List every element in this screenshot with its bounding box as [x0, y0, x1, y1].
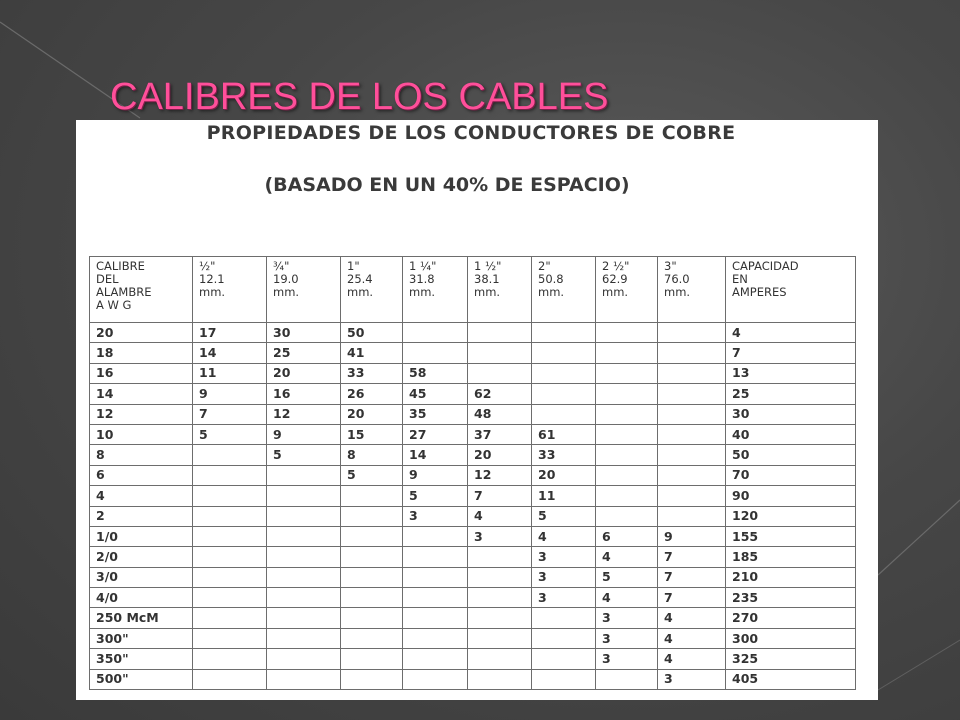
table-cell-count: [468, 649, 532, 669]
table-cell-calibre: 6: [90, 465, 193, 485]
table-cell-calibre: 8: [90, 445, 193, 465]
table-row: [90, 628, 856, 648]
table-row: [90, 363, 856, 383]
table-cell-count: 14: [403, 445, 468, 465]
conductor-table: [89, 256, 856, 690]
table-row: [90, 384, 856, 404]
table-cell-count: [403, 588, 468, 608]
document-subheading-text: (BASADO EN UN 40% DE ESPACIO): [264, 174, 630, 196]
table-cell-count: [468, 363, 532, 383]
table-cell-calibre: 4: [90, 486, 193, 506]
column-header-capacidad: CAPACIDAD EN AMPERES: [726, 257, 856, 323]
table-cell-count: 3: [468, 526, 532, 546]
table-cell-count: 3: [532, 588, 596, 608]
table-cell-count: [468, 567, 532, 587]
table-cell-count: [193, 669, 267, 689]
table-cell-count: 3: [658, 669, 726, 689]
table-row: [90, 404, 856, 424]
table-cell-count: [403, 343, 468, 363]
table-cell-count: 7: [468, 486, 532, 506]
table-cell-count: 5: [267, 445, 341, 465]
table-cell-count: [193, 526, 267, 546]
table-row: [90, 486, 856, 506]
column-header-conduit: 1" 25.4 mm.: [341, 257, 403, 323]
table-cell-count: [341, 567, 403, 587]
table-cell-count: 5: [403, 486, 468, 506]
column-header-conduit: 1 ¼" 31.8 mm.: [403, 257, 468, 323]
table-cell-count: [468, 343, 532, 363]
column-header-conduit: ½" 12.1 mm.: [193, 257, 267, 323]
table-cell-calibre: 4/0: [90, 588, 193, 608]
table-cell-count: [193, 588, 267, 608]
table-cell-count: 20: [532, 465, 596, 485]
table-cell-count: [596, 384, 658, 404]
table-cell-count: 30: [267, 323, 341, 343]
table-cell-count: 15: [341, 424, 403, 444]
column-header-calibre: CALIBRE DEL ALAMBRE A W G: [90, 257, 193, 323]
table-cell-count: 4: [532, 526, 596, 546]
table-cell-amperes: 50: [726, 445, 856, 465]
table-cell-count: [532, 323, 596, 343]
table-cell-count: [596, 343, 658, 363]
table-cell-count: 3: [596, 628, 658, 648]
table-cell-amperes: 270: [726, 608, 856, 628]
table-body: [90, 323, 856, 690]
table-cell-count: 17: [193, 323, 267, 343]
table-cell-count: [596, 465, 658, 485]
table-cell-count: 4: [658, 649, 726, 669]
table-cell-calibre: 14: [90, 384, 193, 404]
table-cell-count: 3: [596, 608, 658, 628]
table-cell-count: [468, 628, 532, 648]
table-cell-count: [193, 547, 267, 567]
table-row: [90, 588, 856, 608]
table-cell-count: 62: [468, 384, 532, 404]
table-cell-count: 61: [532, 424, 596, 444]
table-cell-count: [341, 628, 403, 648]
table-cell-count: [468, 669, 532, 689]
table-cell-count: [532, 628, 596, 648]
table-cell-count: [267, 547, 341, 567]
table-cell-count: [658, 323, 726, 343]
table-cell-calibre: 300": [90, 628, 193, 648]
table-cell-count: 3: [532, 547, 596, 567]
table-cell-amperes: 155: [726, 526, 856, 546]
table-cell-count: 5: [596, 567, 658, 587]
table-cell-count: 27: [403, 424, 468, 444]
table-cell-count: 3: [403, 506, 468, 526]
table-cell-count: 37: [468, 424, 532, 444]
table-cell-count: 4: [658, 608, 726, 628]
table-cell-count: [267, 608, 341, 628]
table-cell-count: [468, 323, 532, 343]
table-cell-count: [267, 628, 341, 648]
document-heading-text: PROPIEDADES DE LOS CONDUCTORES DE COBRE: [206, 122, 736, 144]
table-cell-count: 11: [193, 363, 267, 383]
table-row: [90, 323, 856, 343]
table-cell-calibre: 20: [90, 323, 193, 343]
table-cell-count: [532, 384, 596, 404]
table-cell-amperes: 90: [726, 486, 856, 506]
table-row: [90, 424, 856, 444]
table-cell-count: [658, 404, 726, 424]
table-cell-count: [341, 608, 403, 628]
table-cell-count: [341, 547, 403, 567]
table-cell-count: [403, 547, 468, 567]
table-cell-count: [341, 486, 403, 506]
table-cell-count: 8: [341, 445, 403, 465]
table-cell-count: 9: [193, 384, 267, 404]
table-cell-count: [596, 486, 658, 506]
table-cell-calibre: 350": [90, 649, 193, 669]
table-cell-count: [193, 445, 267, 465]
table-cell-count: 26: [341, 384, 403, 404]
table-cell-count: 5: [193, 424, 267, 444]
table-cell-count: 7: [658, 547, 726, 567]
table-row: [90, 567, 856, 587]
table-cell-count: [596, 506, 658, 526]
table-cell-count: [193, 506, 267, 526]
table-cell-amperes: 235: [726, 588, 856, 608]
table-cell-count: [596, 669, 658, 689]
table-cell-count: [193, 465, 267, 485]
table-cell-count: 3: [596, 649, 658, 669]
table-cell-count: [658, 343, 726, 363]
table-cell-count: 25: [267, 343, 341, 363]
table-cell-count: [658, 424, 726, 444]
table-cell-count: [596, 323, 658, 343]
deco-line-bottom: [878, 640, 960, 690]
table-cell-count: [193, 628, 267, 648]
table-cell-count: [532, 608, 596, 628]
table-cell-count: 35: [403, 404, 468, 424]
table-row: [90, 526, 856, 546]
table-cell-count: [267, 486, 341, 506]
table-cell-count: 48: [468, 404, 532, 424]
table-cell-count: [532, 669, 596, 689]
table-cell-count: [341, 526, 403, 546]
table-cell-count: 33: [341, 363, 403, 383]
table-cell-count: [403, 526, 468, 546]
table-cell-count: [468, 547, 532, 567]
table-cell-count: [658, 384, 726, 404]
column-header-conduit: 1 ½" 38.1 mm.: [468, 257, 532, 323]
table-cell-count: 50: [341, 323, 403, 343]
table-cell-amperes: 25: [726, 384, 856, 404]
table-cell-count: [267, 669, 341, 689]
table-cell-count: 5: [532, 506, 596, 526]
table-cell-count: [658, 363, 726, 383]
table-cell-calibre: 2: [90, 506, 193, 526]
table-cell-calibre: 1/0: [90, 526, 193, 546]
table-cell-count: 4: [658, 628, 726, 648]
table-row: [90, 649, 856, 669]
table-cell-calibre: 16: [90, 363, 193, 383]
table-cell-calibre: 10: [90, 424, 193, 444]
table-document: [76, 120, 878, 700]
table-cell-count: 4: [468, 506, 532, 526]
table-cell-count: [341, 588, 403, 608]
table-cell-count: 14: [193, 343, 267, 363]
table-cell-count: 3: [532, 567, 596, 587]
table-cell-calibre: 18: [90, 343, 193, 363]
table-cell-amperes: 185: [726, 547, 856, 567]
document-heading: [76, 122, 878, 144]
table-cell-count: [193, 567, 267, 587]
table-cell-count: 20: [267, 363, 341, 383]
table-cell-count: [532, 343, 596, 363]
table-cell-count: [658, 465, 726, 485]
table-cell-amperes: 300: [726, 628, 856, 648]
table-cell-count: 5: [341, 465, 403, 485]
table-cell-amperes: 405: [726, 669, 856, 689]
table-cell-count: 16: [267, 384, 341, 404]
table-cell-count: [403, 567, 468, 587]
table-cell-count: 7: [193, 404, 267, 424]
table-cell-amperes: 70: [726, 465, 856, 485]
table-cell-count: [658, 445, 726, 465]
table-cell-count: [403, 669, 468, 689]
table-cell-count: [403, 649, 468, 669]
table-cell-count: [532, 363, 596, 383]
table-cell-count: [403, 608, 468, 628]
table-cell-calibre: 2/0: [90, 547, 193, 567]
table-cell-count: [596, 424, 658, 444]
table-cell-count: 12: [267, 404, 341, 424]
table-cell-calibre: 250 McM: [90, 608, 193, 628]
table-cell-count: [341, 649, 403, 669]
table-cell-count: 45: [403, 384, 468, 404]
table-cell-count: [267, 649, 341, 669]
table-row: [90, 547, 856, 567]
deco-line-right: [878, 500, 960, 575]
table-cell-count: [596, 445, 658, 465]
table-cell-count: 7: [658, 567, 726, 587]
table-cell-count: 4: [596, 547, 658, 567]
column-header-conduit: 3" 76.0 mm.: [658, 257, 726, 323]
slide-title: CALIBRES DE LOS CABLES: [110, 76, 609, 118]
table-cell-count: [267, 465, 341, 485]
table-cell-count: [341, 669, 403, 689]
table-cell-amperes: 40: [726, 424, 856, 444]
column-header-conduit: ¾" 19.0 mm.: [267, 257, 341, 323]
table-cell-count: [341, 506, 403, 526]
table-cell-count: 7: [658, 588, 726, 608]
table-cell-count: [596, 404, 658, 424]
table-cell-count: [596, 363, 658, 383]
table-row: [90, 465, 856, 485]
table-cell-amperes: 13: [726, 363, 856, 383]
table-cell-count: [532, 404, 596, 424]
table-cell-amperes: 325: [726, 649, 856, 669]
table-cell-amperes: 4: [726, 323, 856, 343]
table-cell-count: 20: [341, 404, 403, 424]
table-cell-count: [267, 567, 341, 587]
table-cell-count: 9: [403, 465, 468, 485]
table-cell-count: [468, 588, 532, 608]
table-cell-count: [267, 526, 341, 546]
table-cell-count: 33: [532, 445, 596, 465]
table-cell-count: [193, 608, 267, 628]
table-row: [90, 608, 856, 628]
table-cell-count: 20: [468, 445, 532, 465]
table-cell-count: 58: [403, 363, 468, 383]
table-cell-count: [532, 649, 596, 669]
table-cell-calibre: 12: [90, 404, 193, 424]
table-cell-count: [403, 628, 468, 648]
table-cell-amperes: 120: [726, 506, 856, 526]
table-cell-count: 9: [658, 526, 726, 546]
table-cell-count: [267, 506, 341, 526]
table-cell-count: 12: [468, 465, 532, 485]
table-cell-calibre: 3/0: [90, 567, 193, 587]
table-row: [90, 669, 856, 689]
column-header-conduit: 2 ½" 62.9 mm.: [596, 257, 658, 323]
table-cell-count: 41: [341, 343, 403, 363]
table-cell-count: [468, 608, 532, 628]
table-cell-calibre: 500": [90, 669, 193, 689]
column-header-conduit: 2" 50.8 mm.: [532, 257, 596, 323]
table-cell-count: [403, 323, 468, 343]
table-row: [90, 343, 856, 363]
document-subheading: [76, 174, 878, 196]
table-cell-amperes: 30: [726, 404, 856, 424]
table-cell-count: 6: [596, 526, 658, 546]
table-cell-amperes: 210: [726, 567, 856, 587]
table-cell-count: [658, 486, 726, 506]
table-header-row: [90, 257, 856, 323]
table-cell-count: [658, 506, 726, 526]
table-cell-count: [193, 486, 267, 506]
table-cell-count: [193, 649, 267, 669]
table-row: [90, 445, 856, 465]
table-cell-count: 11: [532, 486, 596, 506]
table-row: [90, 506, 856, 526]
table-cell-amperes: 7: [726, 343, 856, 363]
table-cell-count: 9: [267, 424, 341, 444]
table-cell-count: [267, 588, 341, 608]
table-cell-count: 4: [596, 588, 658, 608]
